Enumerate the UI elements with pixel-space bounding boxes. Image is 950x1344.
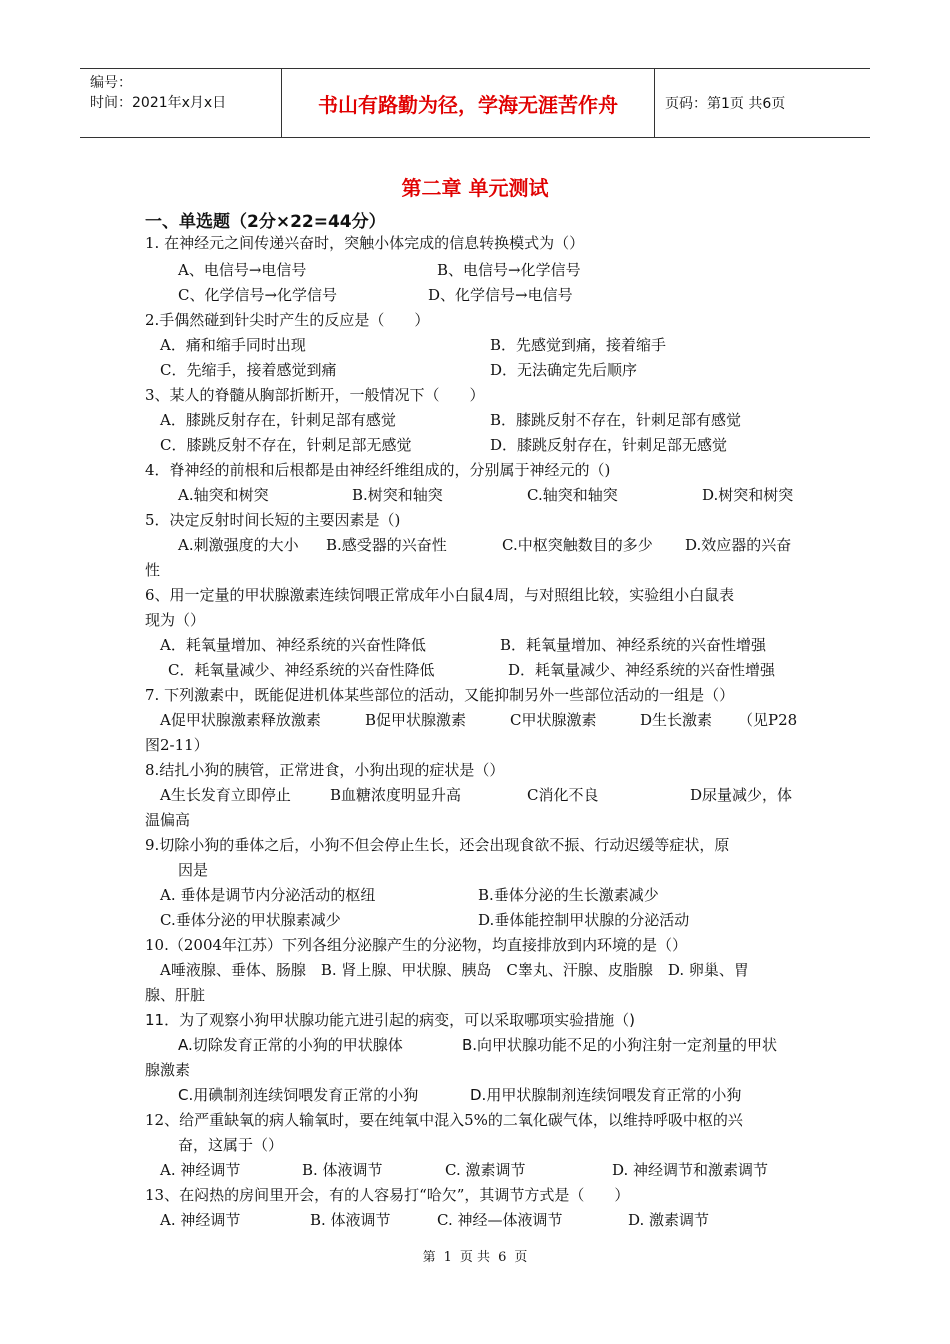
option-11c: C.用碘制剂连续饲喂发育正常的小狗 bbox=[178, 1086, 419, 1104]
option-7d: D生长激素 bbox=[640, 711, 713, 729]
option-8d: D尿量减少，体 bbox=[690, 786, 793, 804]
option-5c: C.中枢突触数目的多少 bbox=[502, 536, 653, 554]
question-9-cont: 因是 bbox=[178, 861, 209, 879]
option-5d: D.效应器的兴奋 bbox=[685, 536, 792, 554]
option-11b: B.向甲状腺功能不足的小狗注射一定剂量的甲状 bbox=[462, 1036, 778, 1054]
option-3d: D．膝跳反射存在，针刺足部无感觉 bbox=[490, 436, 728, 454]
footer-page-total: 6 bbox=[498, 1250, 507, 1265]
option-8b: B血糖浓度明显升高 bbox=[330, 786, 462, 804]
question-4: 4．脊神经的前根和后根都是由神经纤维组成的，分别属于神经元的（) bbox=[145, 461, 611, 479]
number-label: 编号： bbox=[90, 75, 132, 91]
option-7a: A促甲状腺激素释放激素 bbox=[160, 711, 321, 729]
option-12a: A. 神经调节 bbox=[160, 1161, 241, 1179]
option-5b: B.感受器的兴奋性 bbox=[326, 536, 447, 554]
option-6b: B．耗氧量增加、神经系统的兴奋性增强 bbox=[500, 636, 767, 654]
option-6c: C．耗氧量减少、神经系统的兴奋性降低 bbox=[168, 661, 435, 679]
footer-page-mid: 页 共 bbox=[459, 1250, 491, 1265]
option-6a: A．耗氧量增加、神经系统的兴奋性降低 bbox=[160, 636, 426, 654]
option-12d: D. 神经调节和激素调节 bbox=[612, 1161, 769, 1179]
option-9b: B.垂体分泌的生长激素减少 bbox=[478, 886, 659, 904]
section-heading: 一、单选题（2分×22=44分） bbox=[145, 212, 386, 232]
option-12b: B. 体液调节 bbox=[302, 1161, 383, 1179]
question-6-cont: 现为（） bbox=[145, 611, 206, 629]
option-13c: C. 神经—体液调节 bbox=[437, 1211, 563, 1229]
option-2b: B．先感觉到痛，接着缩手 bbox=[490, 336, 667, 354]
option-3a: A．膝跳反射存在，针刺足部有感觉 bbox=[160, 411, 396, 429]
option-4c: C.轴突和轴突 bbox=[527, 486, 618, 504]
option-9c: C.垂体分泌的甲状腺素减少 bbox=[160, 911, 341, 929]
question-2: 2.手偶然碰到针尖时产生的反应是（ ） bbox=[145, 311, 430, 329]
option-4a: A.轴突和树突 bbox=[178, 486, 269, 504]
option-5a: A.刺激强度的大小 bbox=[178, 536, 299, 554]
question-7: 7. 下列激素中，既能促进机体某些部位的活动，又能抑制另外一些部位活动的一组是（） bbox=[145, 686, 735, 704]
options-10-cont: 腺、肝脏 bbox=[145, 986, 206, 1004]
option-2a: A．痛和缩手同时出现 bbox=[160, 336, 306, 354]
time-label: 时间：2021年x月x日 bbox=[90, 95, 227, 111]
option-13d: D. 激素调节 bbox=[628, 1211, 710, 1229]
question-12: 12、给严重缺氧的病人输氧时，要在纯氧中混入5%的二氧化碳气体，以维持呼吸中枢的兴 bbox=[145, 1111, 743, 1129]
option-2c: C．先缩手，接着感觉到痛 bbox=[160, 361, 337, 379]
question-7-ref: （见P28 bbox=[738, 711, 798, 729]
option-13a: A. 神经调节 bbox=[160, 1211, 241, 1229]
question-12-cont: 奋，这属于（） bbox=[178, 1136, 284, 1154]
option-11b-cont: 腺激素 bbox=[145, 1061, 191, 1079]
option-1d: D、化学信号→电信号 bbox=[428, 286, 573, 304]
option-4b: B.树突和轴突 bbox=[352, 486, 443, 504]
header-meta bbox=[80, 69, 282, 137]
footer-page-word: 第 bbox=[422, 1250, 436, 1265]
question-8: 8.结扎小狗的胰管，正常进食，小狗出现的症状是（） bbox=[145, 761, 505, 779]
option-4d: D.树突和树突 bbox=[702, 486, 794, 504]
option-9a: A. 垂体是调节内分泌活动的枢纽 bbox=[160, 886, 376, 904]
option-3c: C．膝跳反射不存在，针刺足部无感觉 bbox=[160, 436, 412, 454]
option-1c: C、化学信号→化学信号 bbox=[178, 286, 338, 304]
page-header bbox=[80, 68, 870, 138]
header-motto: 书山有路勤为径，学海无涯苦作舟 bbox=[318, 92, 618, 117]
question-3: 3、某人的脊髓从胸部折断开，一般情况下（ ） bbox=[145, 386, 485, 404]
question-1: 1. 在神经元之间传递兴奋时，突触小体完成的信息转换模式为（） bbox=[145, 234, 585, 252]
option-13b: B. 体液调节 bbox=[310, 1211, 391, 1229]
header-motto-cell bbox=[282, 69, 655, 137]
option-12c: C. 激素调节 bbox=[445, 1161, 526, 1179]
option-8a: A生长发育立即停止 bbox=[160, 786, 291, 804]
option-11a: A.切除发育正常的小狗的甲状腺体 bbox=[178, 1036, 403, 1054]
question-9: 9.切除小狗的垂体之后，小狗不但会停止生长，还会出现食欲不振、行动迟缓等症状，原 bbox=[145, 836, 730, 854]
option-3b: B．膝跳反射不存在，针刺足部有感觉 bbox=[490, 411, 742, 429]
option-1a: A、电信号→电信号 bbox=[178, 261, 307, 279]
question-6: 6、用一定量的甲状腺激素连续饲喂正常成年小白鼠4周，与对照组比较，实验组小白鼠表 bbox=[145, 586, 735, 604]
option-6d: D．耗氧量减少、神经系统的兴奋性增强 bbox=[508, 661, 776, 679]
footer-page-end: 页 bbox=[514, 1250, 528, 1265]
option-1b: B、电信号→化学信号 bbox=[437, 261, 581, 279]
question-13: 13、在闷热的房间里开会，有的人容易打“哈欠”，其调节方式是（ ） bbox=[145, 1186, 630, 1204]
footer-page-current: 1 bbox=[443, 1250, 452, 1265]
question-11: 11．为了观察小狗甲状腺功能亢进引起的病变，可以采取哪项实验措施（) bbox=[145, 1011, 635, 1029]
option-7b: B促甲状腺激素 bbox=[365, 711, 467, 729]
option-11d: D.用甲状腺制剂连续饲喂发育正常的小狗 bbox=[470, 1086, 742, 1104]
page-footer bbox=[0, 1246, 950, 1265]
option-2d: D．无法确定先后顺序 bbox=[490, 361, 638, 379]
question-7-ref-cont: 图2-11） bbox=[145, 736, 209, 754]
question-5: 5．决定反射时间长短的主要因素是（) bbox=[145, 511, 401, 529]
question-10: 10.（2004年江苏）下列各组分泌腺产生的分泌物，均直接排放到内环境的是（） bbox=[145, 936, 688, 954]
header-page-info: 页码：第1页 共6页 bbox=[665, 96, 786, 112]
option-9d: D.垂体能控制甲状腺的分泌活动 bbox=[478, 911, 690, 929]
option-7c: C甲状腺激素 bbox=[510, 711, 597, 729]
options-10: A唾液腺、垂体、肠腺 B. 肾上腺、甲状腺、胰岛 C睾丸、汗腺、皮脂腺 D. 卵巢、胃 bbox=[160, 961, 749, 979]
option-8d-cont: 温偏高 bbox=[145, 811, 191, 829]
document-title: 第二章 单元测试 bbox=[401, 176, 549, 200]
option-5d-cont: 性 bbox=[145, 561, 161, 579]
option-8c: C消化不良 bbox=[527, 786, 599, 804]
